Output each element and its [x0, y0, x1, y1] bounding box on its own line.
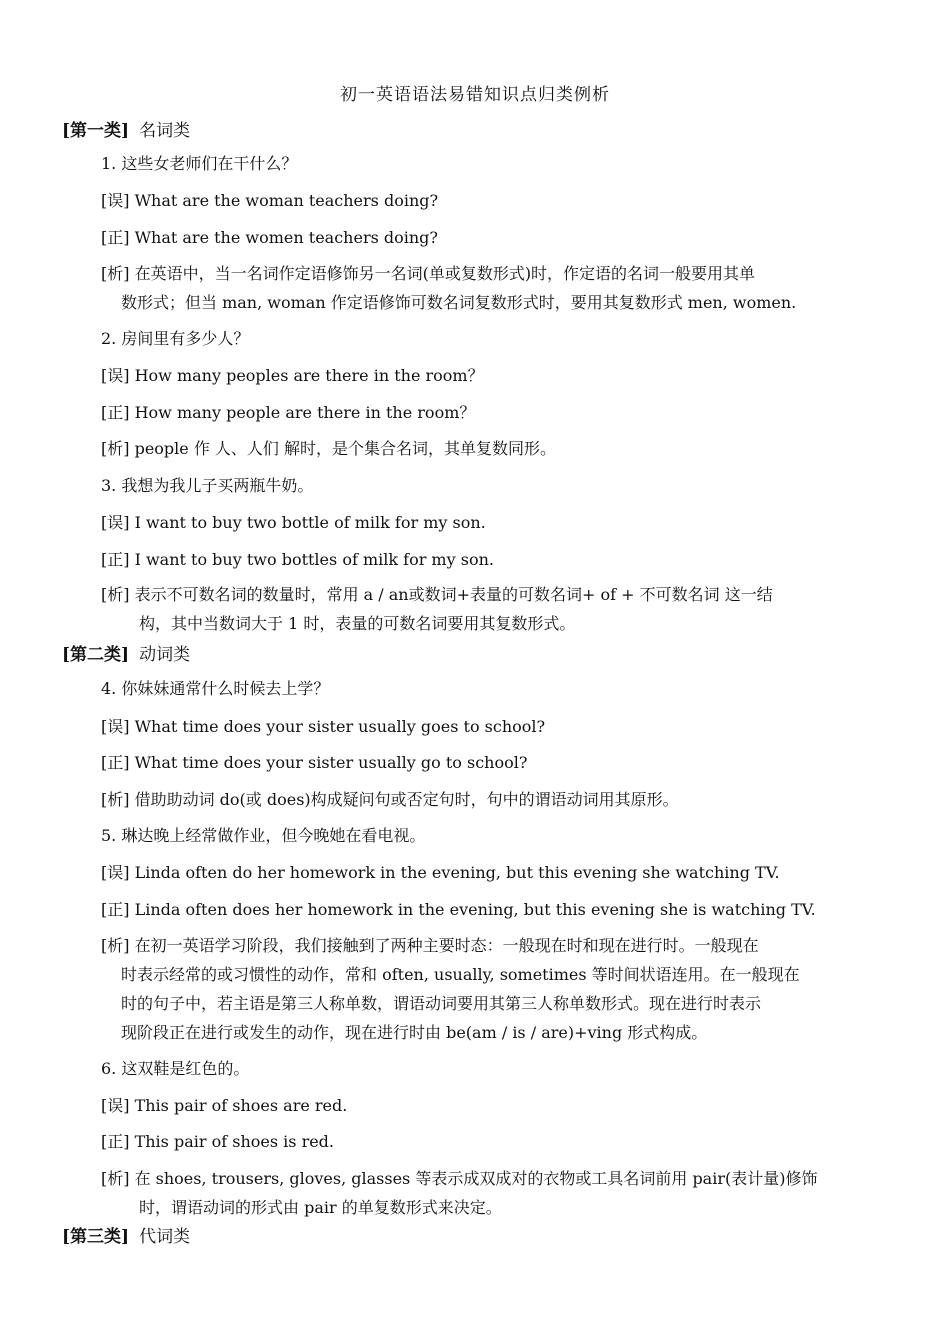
wrong-sentence-3: [误] I want to buy two bottle of milk for my son.	[101, 513, 486, 532]
analysis-3-line-1: [析] 表示不可数名词的数量时，常用 a / an或数词+表量的可数名词+ of + 不可数名词 这一结	[101, 585, 773, 604]
correct-sentence-5: [正] Linda often does her homework in the evening, but this evening she is watching TV.	[101, 900, 816, 919]
section-name: 代词类	[139, 1227, 191, 1247]
question-6: 6. 这双鞋是红色的。	[101, 1059, 250, 1078]
analysis-5-line-2: 时表示经常的或习惯性的动作，常和 often, usually, sometimes 等时间状语连用。在一般现在	[121, 965, 800, 984]
correct-sentence-6: [正] This pair of shoes is red.	[101, 1132, 335, 1151]
analysis-6-line-2: 时，谓语动词的形式由 pair 的单复数形式来决定。	[139, 1198, 502, 1217]
section-label: [第一类]	[62, 121, 130, 141]
analysis-5-line-4: 现阶段正在进行或发生的动作，现在进行时由 be(am / is / are)+ving 形式构成。	[121, 1023, 708, 1042]
analysis-1-line-2: 数形式；但当 man, woman 作定语修饰可数名词复数形式时，要用其复数形式 men, women.	[121, 293, 797, 312]
correct-sentence-3: [正] I want to buy two bottles of milk for my son.	[101, 550, 494, 569]
question-5: 5. 琳达晚上经常做作业，但今晚她在看电视。	[101, 826, 426, 845]
wrong-sentence-4: [误] What time does your sister usually goes to school?	[101, 717, 546, 736]
question-2: 2. 房间里有多少人？	[101, 329, 250, 348]
question-3: 3. 我想为我儿子买两瓶牛奶。	[101, 476, 314, 495]
analysis-5-line-1: [析] 在初一英语学习阶段，我们接触到了两种主要时态：一般现在时和现在进行时。一般现在	[101, 936, 759, 955]
document-title: 初一英语语法易错知识点归类例析	[340, 85, 610, 105]
correct-sentence-2: [正] How many people are there in the room？	[101, 403, 476, 422]
wrong-sentence-2: [误] How many peoples are there in the room？	[101, 366, 484, 385]
analysis-6-line-1: [析] 在 shoes, trousers, gloves, glasses 等表示成双成对的衣物或工具名词前用 pair(表计量)修饰	[101, 1169, 818, 1188]
question-1: 1. 这些女老师们在干什么？	[101, 154, 298, 173]
analysis-2-line-1: [析] people 作 人、人们 解时，是个集合名词，其单复数同形。	[101, 439, 557, 458]
wrong-sentence-1: [误] What are the woman teachers doing?	[101, 191, 439, 210]
section-name: 名词类	[139, 121, 191, 141]
section-label: [第三类]	[62, 1227, 130, 1247]
wrong-sentence-6: [误] This pair of shoes are red.	[101, 1096, 348, 1115]
analysis-3-line-2: 构，其中当数词大于 1 时，表量的可数名词要用其复数形式。	[139, 614, 576, 633]
analysis-5-line-3: 时的句子中，若主语是第三人称单数，谓语动词要用其第三人称单数形式。现在进行时表示	[121, 994, 762, 1013]
correct-sentence-4: [正] What time does your sister usually go to school?	[101, 753, 528, 772]
analysis-1-line-1: [析] 在英语中，当一名词作定语修饰另一名词(单或复数形式)时，作定语的名词一般要用其单	[101, 264, 756, 283]
section-heading-verbs	[62, 640, 190, 665]
wrong-sentence-5: [误] Linda often do her homework in the evening, but this evening she watching TV.	[101, 863, 780, 882]
analysis-4-line-1: [析] 借助助动词 do(或 does)构成疑问句或否定句时，句中的谓语动词用其原形。	[101, 790, 679, 809]
section-name: 动词类	[139, 645, 191, 665]
section-heading-nouns	[62, 116, 190, 141]
section-label: [第二类]	[62, 645, 130, 665]
question-4: 4. 你妹妹通常什么时候去上学？	[101, 679, 330, 698]
correct-sentence-1: [正] What are the women teachers doing?	[101, 228, 439, 247]
section-heading-pronouns	[62, 1222, 190, 1247]
